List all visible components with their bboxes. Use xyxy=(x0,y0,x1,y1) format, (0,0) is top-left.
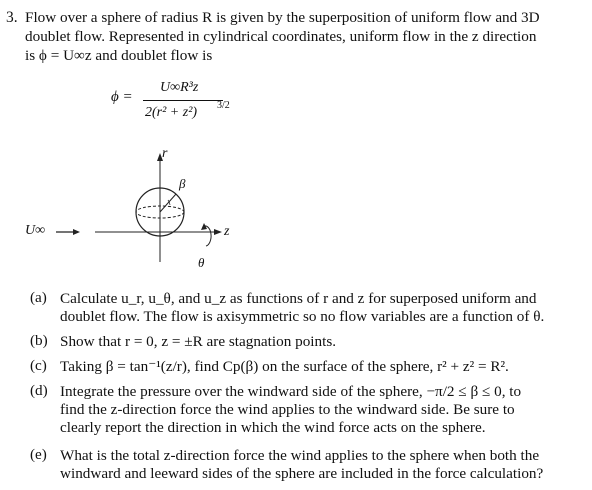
part-a-label: (a) xyxy=(30,289,47,306)
equation-denominator: 2(r² + z²) xyxy=(145,105,198,120)
equation-exponent: 3/2 xyxy=(217,100,230,111)
intro-line-1: Flow over a sphere of radius R is given by the superposition of uniform flow and 3D xyxy=(25,9,540,26)
problem-number: 3. xyxy=(6,9,18,26)
z-axis-arrowhead xyxy=(214,229,222,235)
part-e-line-2: windward and leeward sides of the sphere are included in the force calculation? xyxy=(60,465,544,482)
equation-lhs: ϕ = xyxy=(111,89,133,105)
part-e-label: (e) xyxy=(30,446,47,463)
freestream-arrowhead xyxy=(73,229,80,235)
part-b-line-1: Show that r = 0, z = ±R are stagnation points. xyxy=(60,333,337,350)
part-d-line-3: clearly report the direction in which the wind force acts on the sphere. xyxy=(60,419,486,436)
part-b-label: (b) xyxy=(30,332,48,349)
z-label: z xyxy=(224,224,230,239)
part-a-line-1: Calculate u_r, u_θ, and u_z as functions of r and z for superposed uniform and xyxy=(60,290,537,307)
part-c-label: (c) xyxy=(30,357,47,374)
part-c-line-1: Taking β = tan⁻¹(z/r), find Cp(β) on the surface of the sphere, r² + z² = R². xyxy=(60,358,509,375)
part-d-label: (d) xyxy=(30,382,48,399)
part-d-line-2: find the z-direction force the wind applies to the windward side. Be sure to xyxy=(60,401,515,418)
part-d-line-1: Integrate the pressure over the windward side of the sphere, −π/2 ≤ β ≤ 0, to xyxy=(60,383,522,400)
equation-numerator: U∞R³z xyxy=(160,80,199,95)
intro-line-3: is ϕ = U∞z and doublet flow is xyxy=(25,47,213,64)
theta-label: θ xyxy=(198,255,205,270)
radius-line xyxy=(160,194,176,212)
U-infinity-label: U∞ xyxy=(25,223,46,238)
part-e-line-1: What is the total z-direction force the wind applies to the sphere when both the xyxy=(60,447,540,464)
part-a-line-2: doublet flow. The flow is axisymmetric so no flow variables are a function of θ. xyxy=(60,308,545,325)
r-label: r xyxy=(162,146,168,161)
beta-label: β xyxy=(179,176,186,191)
intro-line-2: doublet flow. Represented in cylindrical coordinates, uniform flow in the z direction xyxy=(25,28,537,45)
